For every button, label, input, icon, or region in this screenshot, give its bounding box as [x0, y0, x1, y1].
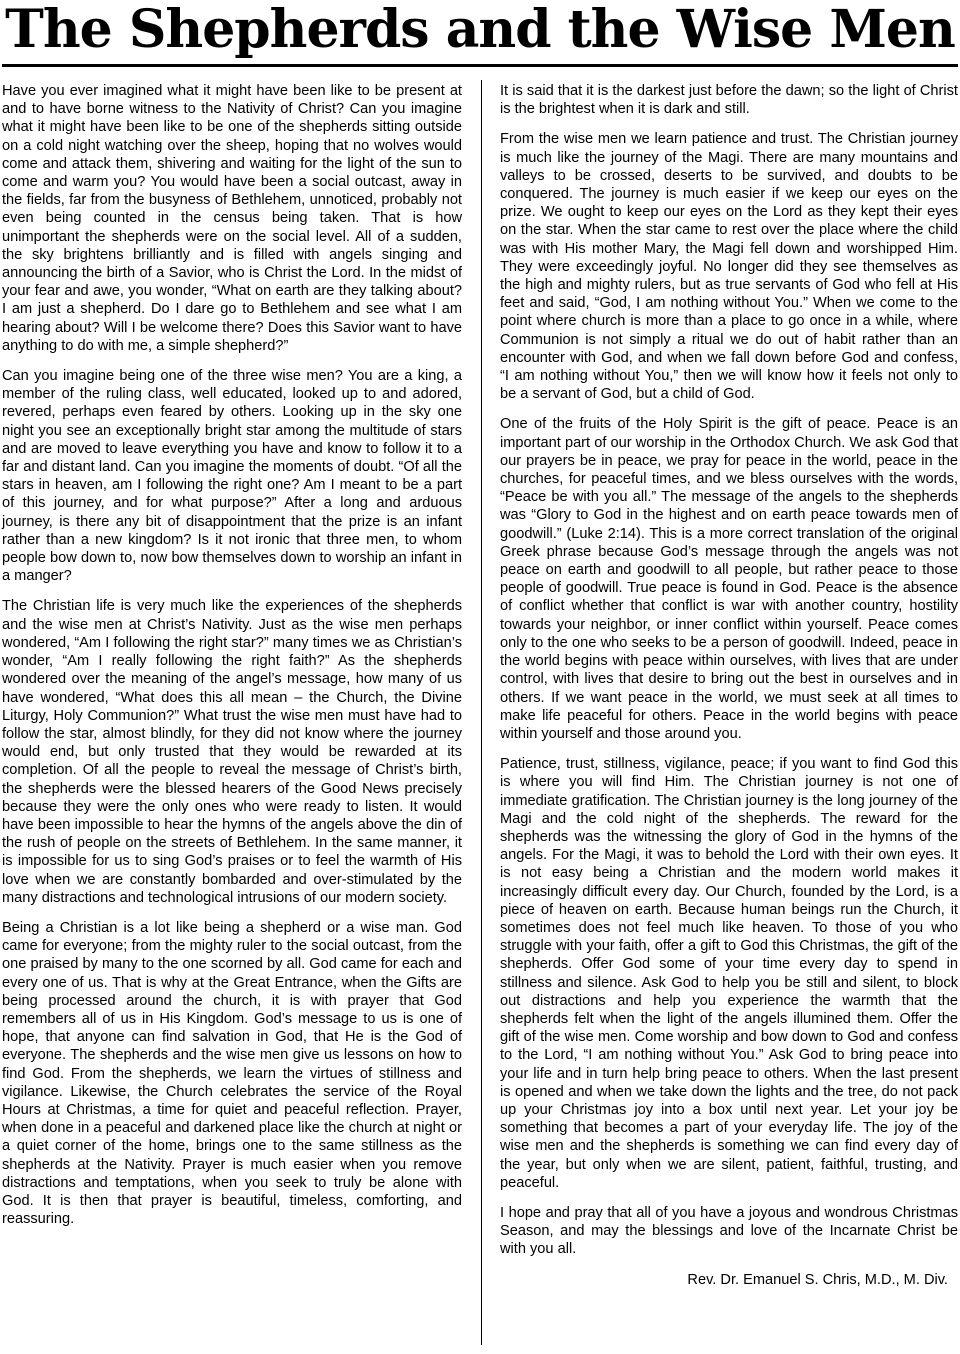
paragraph: From the wise men we learn patience and trust. The Christian journey is much like the journey of the Magi. There are many mountains and valleys to be crossed, deserts to be survived, and doubts to be conquered. The journey is much easier if we keep our eyes on the prize. We ought to keep our eyes on the Lord as they kept their eyes on the star. When the star came to rest over the place where the child was with His mother Mary, the Magi fell down and worshipped Him. They were exceedingly joyful. No longer did they see themselves as the high and mighty rulers, but as true servants of God who fell at His feet and said, “God, I am nothing without You.” When we come to the point where church is more than a place to go once in a while, where Communion is not simply a ritual we do out of habit rather than an encounter with God, and when we fall down before God and confess, “I am nothing without You,” then we will know how it feels not only to be a servant of God, but a child of God.	[500, 131, 958, 403]
author-signature: Rev. Dr. Emanuel S. Chris, M.D., M. Div.	[687, 1271, 948, 1288]
paragraph: Being a Christian is a lot like being a shepherd or a wise man. God came for everyone; from the mighty ruler to the social outcast, from the one praised by many to the one scorned by all. God came for each and every one of us. That is why at the Great Entrance, when the Gifts are being processed around the church, it is with prayer that God remembers all of us in His Kingdom. God’s message to us is one of hope, that anyone can find salvation in God, that He is the God of everyone. The shepherds and the wise men give us lessons on how to find God. From the shepherds, we learn the virtues of stillness and vigilance. Likewise, the Church celebrates the service of the Royal Hours at Christmas, a time for quiet and peaceful reflection. Prayer, when done in a peaceful and darkened place like the church at night or a quiet corner of the home, brings one to the same stillness as the shepherds at the Nativity. Prayer is much easier when you remove distractions and temptations, when you seek to truly be alone with God. It is then that prayer is beautiful, timeless, comforting, and reassuring.	[2, 919, 462, 1228]
column-divider	[481, 80, 482, 1345]
title-rule	[2, 64, 958, 67]
left-column	[2, 82, 462, 1240]
right-column	[500, 82, 958, 1289]
paragraph: I hope and pray that all of you have a joyous and wondrous Christmas Season, and may the blessings and love of the Incarnate Christ be with you all.	[500, 1204, 958, 1258]
paragraph: Have you ever imagined what it might have been like to be present at and to have borne witness to the Nativity of Christ? Can you imagine what it might have been like to be one of the shepherds sitting outside on a cold night watching over the sheep, hoping that no wolves would come and attack them, shivering and waiting for the light of the sun to come and warm you? You would have been a social outcast, away in the fields, far from the busyness of Bethlehem, unnoticed, probably not even being counted in the census being taken. That is how unimportant the shepherds were on the social level. All of a sudden, the sky brightens brilliantly and is filled with angels singing and announcing the birth of a Savior, who is Christ the Lord. In the midst of your fear and awe, you wonder, “What on earth are they talking about? I am just a shepherd. Do I dare go to Bethlehem and see what I am hearing about? Will I be welcome there? Does this Savior want to have anything to do with me, a simple shepherd?”	[2, 83, 462, 354]
paragraph: Can you imagine being one of the three wise men? You are a king, a member of the ruling class, well educated, looked up to and adored, revered, perhaps even feared by others. Looking up in the sky one night you see an exceptionally bright star among the multitude of stars and are moved to leave everything you have and know to follow it to a far and distant land. Can you imagine the moments of doubt. “Of all the stars in heaven, am I following the right one? Am I meant to be a part of this journey, and for what purpose?” After a long and arduous journey, is there any bit of disappointment that the prize is an infant rather than a new kingdom? Is it not ironic that three men, to whom people bow down to, now bow themselves down to worship an infant in a manger?	[2, 368, 462, 585]
paragraph: It is said that it is the darkest just before the dawn; so the light of Christ is the brightest when it is dark and still.	[500, 83, 958, 118]
article-title: The Shepherds and the Wise Men	[5, 0, 955, 60]
paragraph: Patience, trust, stillness, vigilance, peace; if you want to find God this is where you will find Him. The Christian journey is not one of immediate gratification. The Christian journey is the long journey of the Magi and the cold night of the shepherds. The reward for the shepherds was the witnessing the glory of God in the hymns of the angels. For the Magi, it was to behold the Lord with their own eyes. It is not easy being a Christian and the modern world makes it increasingly difficult every day. Our Church, founded by the Lord, is a piece of heaven on earth. Because human beings run the Church, it sometimes does not feel much like heaven. To those of you who struggle with your faith, offer a gift to God this Christmas, the gift of the shepherds. Offer God some of your time every day to spend in stillness and silence. Ask God to help you be still and silent, to block out distractions and help you experience the warmth that the shepherds felt when the light of the angels illumined them. Offer the gift of the wise men. Come worship and bow down to God and confess to the Lord, “I am nothing without You.” Ask God to bring peace into your life and in turn help bring peace to others. When the last present is opened and when we take down the lights and the tree, do not pack up your Christmas joy into a box until next year. Let your joy be something that becomes a part of your everyday life. The joy of the wise men and the shepherds is something we can find every day of the year, but only when we are silent, patient, faithful, trusting, and peaceful.	[500, 756, 958, 1191]
paragraph: The Christian life is very much like the experiences of the shepherds and the wise men at Christ’s Nativity. Just as the wise men perhaps wondered, “Am I following the right star?” many times we as Christian’s wonder, “Am I really following the right faith?” As the shepherds wondered over the meaning of the angel’s message, how many of us have wondered, “What does this all mean – the Church, the Divine Liturgy, Holy Communion?” What trust the wise men must have had to follow the star, almost blindly, for they did not know where the journey would end, but only trusted that they would be rewarded at its completion. Of all the people to reveal the message of Christ’s birth, the shepherds were the blessed hearers of the Good News precisely because they were the only ones who were ready to listen. It would have been impossible to hear the hymns of the angels above the din of the rush of people on the streets of Bethlehem. In the same manner, it is impossible for us to sing God’s praises or to feel the warmth of His love when we are constantly bombarded and over-stimulated by the many distractions and technological intrusions of our modern society.	[2, 598, 462, 906]
paragraph: One of the fruits of the Holy Spirit is the gift of peace. Peace is an important part of our worship in the Orthodox Church. We ask God that our prayers be in peace, we pray for peace in the world, peace in the churches, for peaceful times, and we bless ourselves with the words, “Peace be with you all.” The message of the angels to the shepherds was “Glory to God in the highest and on earth peace towards men of goodwill.” (Luke 2:14). This is a more correct translation of the original Greek phrase because God’s message through the angels was not peace on earth and goodwill to all people, but rather peace to those people of goodwill. True peace is found in God. Peace is the absence of conflict whether that conflict is war with another country, hostility towards your neighbor, or inner conflict within yourself. Peace comes only to the one who seeks to be a person of goodwill. Indeed, peace in the world begins with peace within ourselves, with lives that are under control, with lives that desire to bring out the best in ourselves and in others. If we want peace in the world, we must seek at all times to make life peaceful for others. Peace in the world begins with peace within yourself and those around you.	[500, 416, 958, 742]
